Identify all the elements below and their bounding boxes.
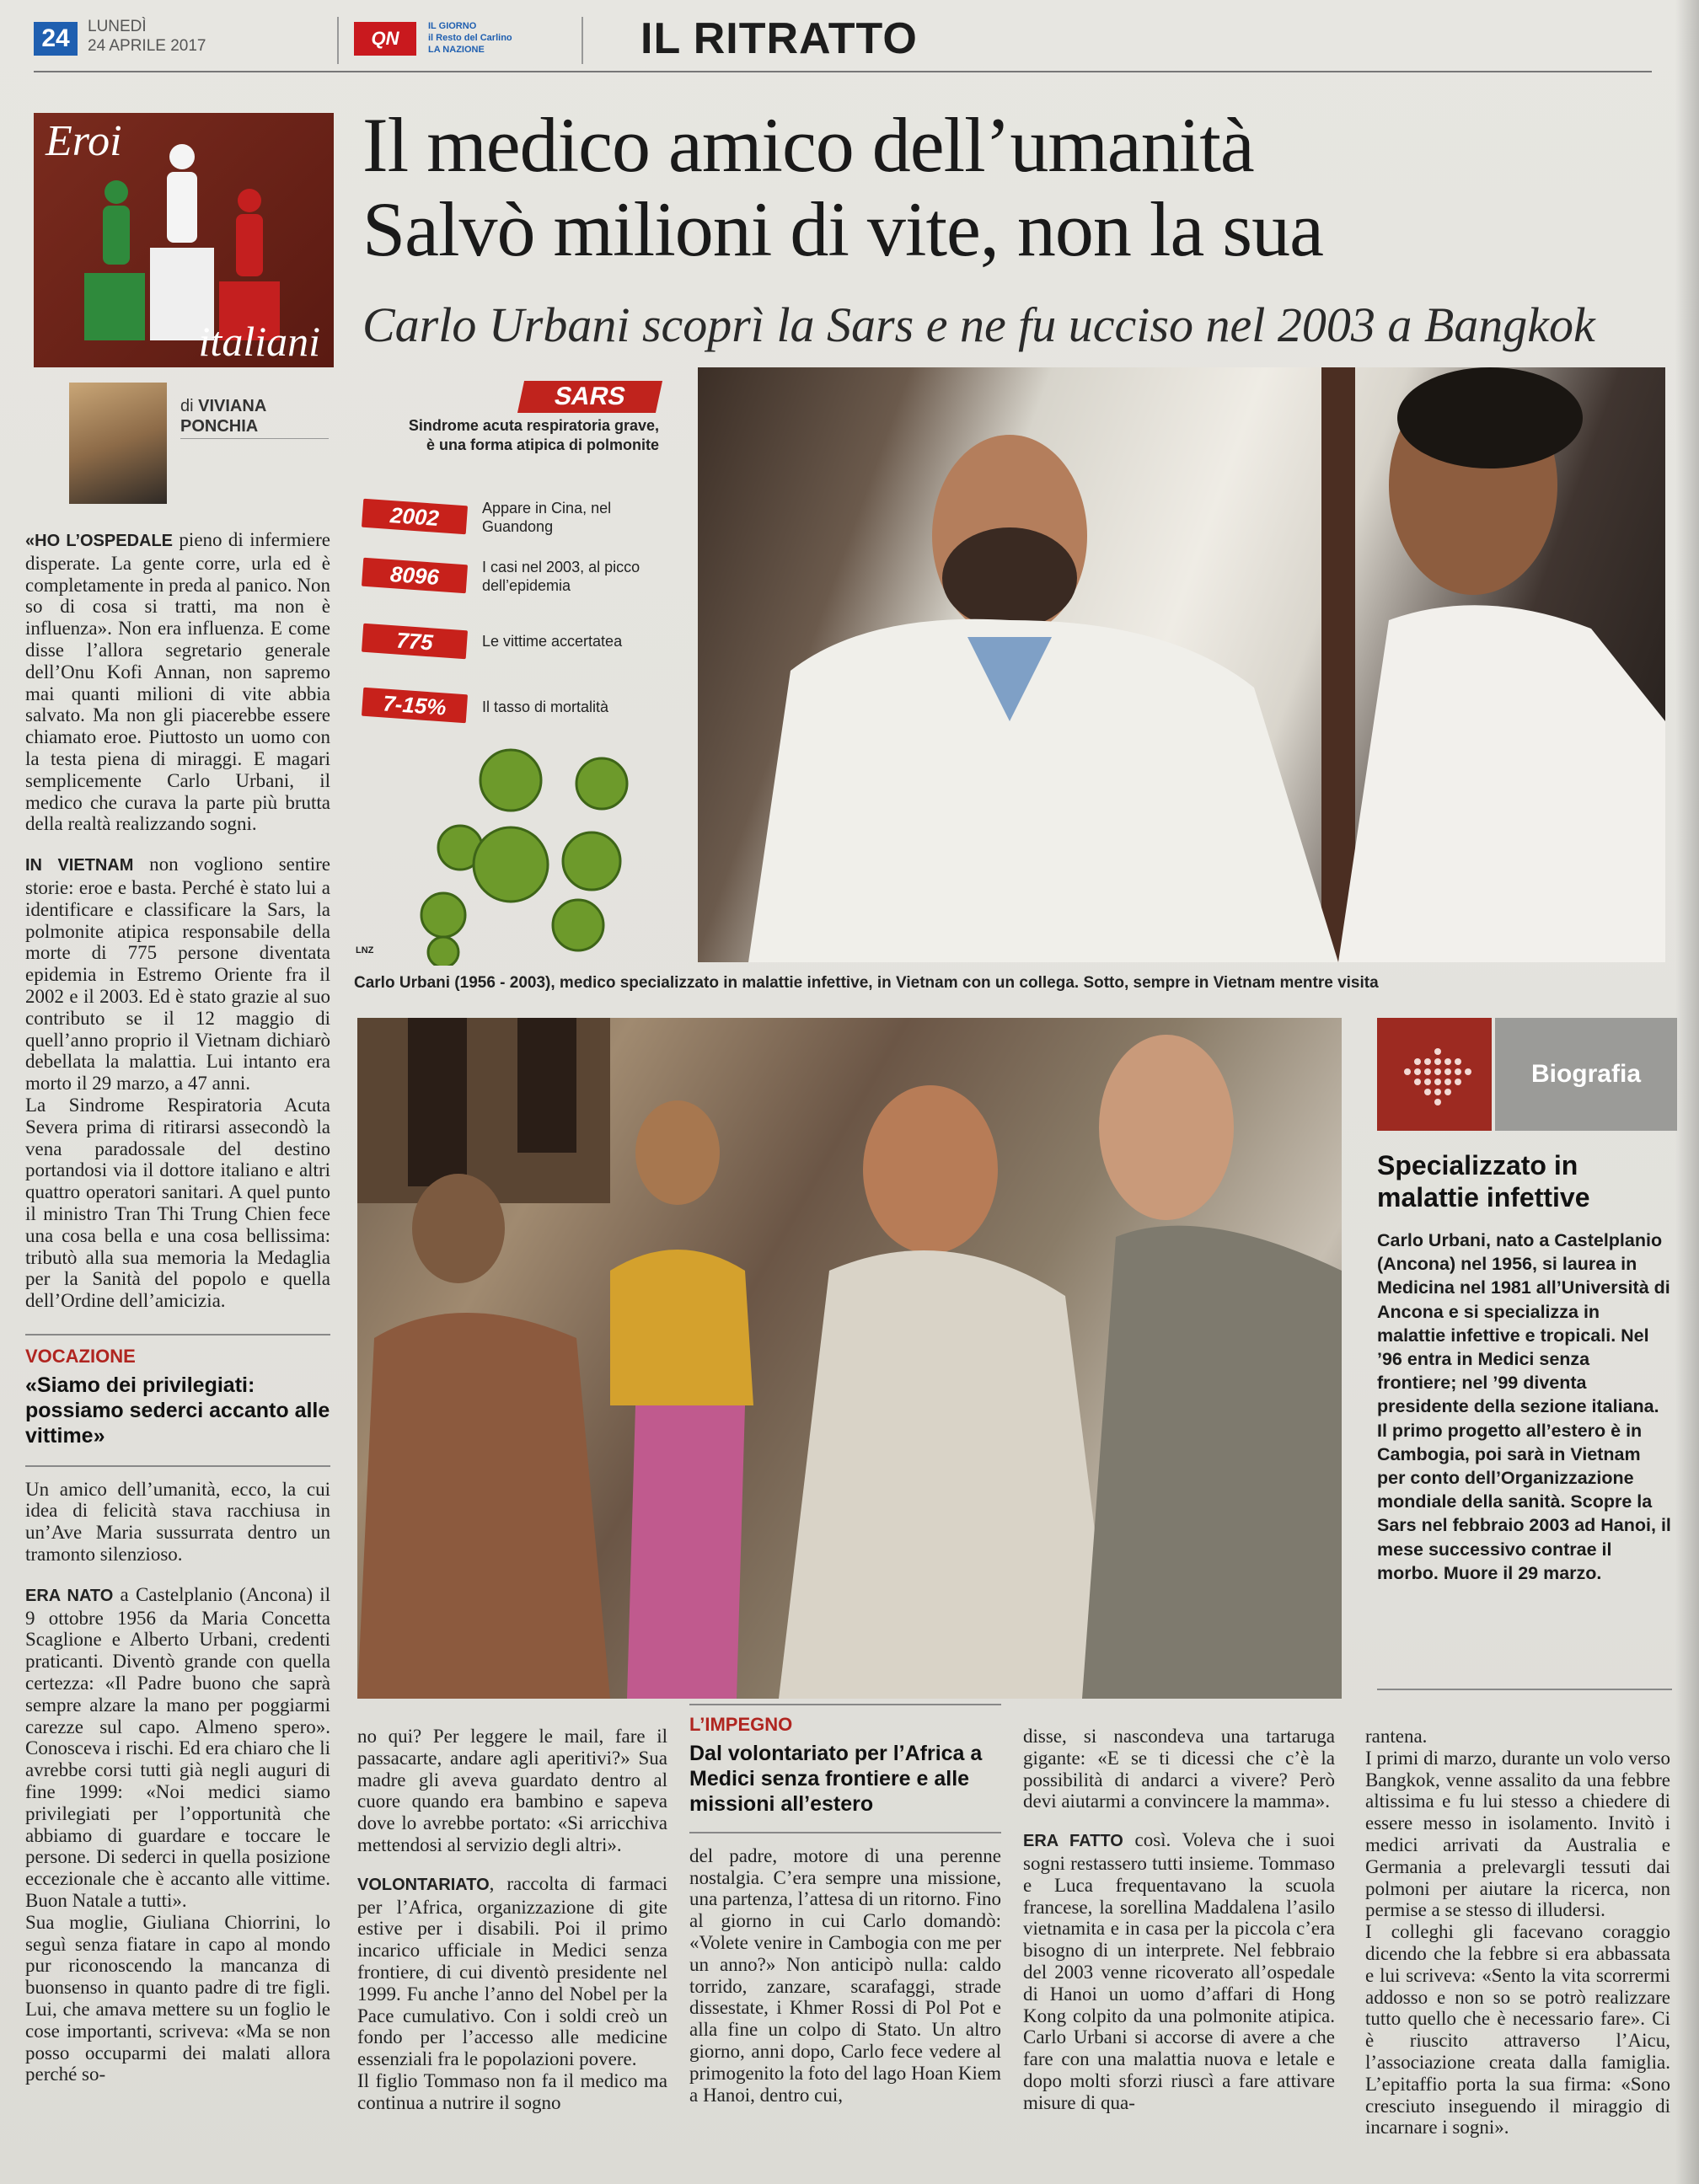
byline xyxy=(180,396,266,436)
illustration-credit: LNZ xyxy=(356,945,374,956)
date-full: 24 APRILE 2017 xyxy=(88,37,206,55)
fact-label: Il tasso di mortalità xyxy=(482,699,609,715)
paragraph-lead: ERA NATO xyxy=(25,1586,114,1605)
paragraph: Il figlio Tommaso non fa il medico ma continua a nutrire il sogno xyxy=(357,2069,667,2113)
qn-papers xyxy=(428,20,512,56)
paragraph-text: così. Voleva che i suoi sogni restassero tutti insieme. Tommaso e Luca frequentavano la scuola francese, la sorellina Maddalena l’asilo vietnamita e in casa per la piccola c’era bisogno di un interprete. Nel febbraio del 2003 venne ricoverato all’ospedale di Hanoi un uomo d’affari di Hong Kong colpito da una polmonite atipica. Carlo Urbani si accorse di avere a che fare con una malattia nuova e letale e dopo molti sforzi riuscì a fare attivare misure di qua- xyxy=(1023,1829,1335,2113)
biography-label: Biografia xyxy=(1495,1018,1677,1131)
paragraph xyxy=(25,529,330,835)
section-rule xyxy=(25,1465,330,1467)
paragraph xyxy=(357,1873,667,2070)
date-weekday: LUNEDÌ xyxy=(88,18,147,35)
fact-row xyxy=(362,497,683,538)
series-title-2: italiani xyxy=(198,318,320,365)
header-rule xyxy=(34,71,1652,72)
paragraph: Un amico dell’umanità, ecco, la cui idea di felicità stava racchiusa in un’Ave Maria sussurrata dentro un tramonto silenzioso. xyxy=(25,1478,330,1566)
article-column-2 xyxy=(357,1726,667,2114)
photo-caption: Carlo Urbani (1956 - 2003), medico specializzato in malattie infettive, in Vietnam con un collega. Sotto, sempre in Vietnam mentre visita xyxy=(354,974,1379,992)
fact-row xyxy=(362,686,683,726)
paragraph: del padre, motore di una perenne nostalgia. C’era sempre una missione, una partenza, l’attesa di un ritorno. Fino al giorno in cui Carlo domandò: «Volete venire in Cambogia con me per un anno?» Non anticipò nulla: caldo torrido, zanzare, scarafaggi, strade dissestate, i Khmer Rossi di Pol Pot e alla fine un colpo di Stato. Un altro giorno, anni dopo, Carlo fece vedere al primogenito la foto del lago Hoan Kiem a Hanoi, dentro cui, xyxy=(689,1844,1001,2106)
paragraph: no qui? Per leggere le mail, fare il passacarte, andare agli aperitivi?» Sua madre gli aveva guardato dentro al cuore quando era bambino e sapeva dove lo avrebbe portato: «Si arricchiva mettendosi al servizio degli altri». xyxy=(357,1726,667,1855)
dot-grid-icon xyxy=(1377,1018,1492,1131)
paragraph-lead: «HO L’OSPEDALE xyxy=(25,532,174,550)
sars-description: Sindrome acuta respiratoria grave, è una forma atipica di polmonite xyxy=(408,417,659,453)
paragraph-text: non vogliono sentire storie: eroe e basta. Perché è stato lui a identificare e classificare la Sars, la polmonite atipica responsabile della morte di 775 persone diventata epidemia in Estremo Oriente fra il 2002 e il 2003. Ed è stato grazie al suo contributo se il 12 maggio di quell’anno proprio il Vietnam dichiarò debellata la malattia. Lui intanto era morto il 29 marzo, a 47 anni. xyxy=(25,854,331,1095)
paragraph-text: , raccolta di farmaci per l’Africa, organizzazione di gite estive per i disabili. Poi il primo incarico ufficiale in Medici senza frontiere, di cui diventò presidente nel 1999. Fu anche l’anno del Nobel per la Pace cumulativo. Con i soldi creò un fondo per l’accesso alle medicine essenziali fra le popolazioni povere. xyxy=(357,1872,667,2070)
subheadline: Carlo Urbani scoprì la Sars e ne fu ucciso nel 2003 a Bangkok xyxy=(362,297,1595,352)
paragraph-lead: VOLONTARIATO xyxy=(357,1875,490,1894)
pull-quote: «Siamo dei privilegiati: possiamo sederci accanto alle vittime» xyxy=(25,1373,330,1448)
section-label: VOCAZIONE xyxy=(25,1345,136,1367)
series-title-1: Eroi xyxy=(46,117,122,165)
page-number: 24 xyxy=(34,22,78,56)
biography-text: Carlo Urbani, nato a Castelplanio (Ancona) nel 1956, si laurea in Medicina nel 1981 all’Università di Ancona e si specializza in malattie infettive e tropicali. Nel ’96 entra in Medici senza frontiere; nel ’99 diventa presidente della sezione italiana. Il primo progetto all’estero è in Cambogia, poi sarà in Vietnam per conto dell’Organizzazione mondiale della sanità. Scopre la Sars nel febbraio 2003 ad Hanoi, il mese successivo contrae il morbo. Muore il 29 marzo. xyxy=(1377,1230,1671,1583)
section-rule xyxy=(25,1334,330,1336)
paragraph-lead: ERA FATTO xyxy=(1023,1832,1123,1851)
author-last-name: PONCHIA xyxy=(180,417,259,436)
author-photo xyxy=(69,383,167,504)
section-rule xyxy=(689,1704,1001,1705)
paragraph: Sua moglie, Giuliana Chiorrini, lo seguì senza fiatare in capo al mondo pur riconoscendo la mancanza di buonsenso in quanto padre di tre figli. Lui, che amava mettere su un foglio le cose importanti, scriveva: «Ma se non posso occuparmi dei malati allora perché so- xyxy=(25,1911,330,2085)
section-rule xyxy=(689,1832,1001,1833)
fact-label: I casi nel 2003, al picco dell’epidemia xyxy=(482,559,640,594)
page-edge-shadow xyxy=(1675,0,1699,2184)
paragraph xyxy=(25,854,330,1095)
paper-name: il Resto del Carlino xyxy=(428,33,512,43)
paper-name: LA NAZIONE xyxy=(428,45,485,55)
paragraph: I colleghi gli facevano coraggio dicendo che la febbre si era abbassata e lui scriveva: «Sento la vita scorrermi addosso e non so se potrò realizzare tutto quello che è necessario fare». Ci è riuscito attraverso l’Aicu, l’associazione creata dalla famiglia. L’epitaffio porta la sua firma: «Sono cresciuto inseguendo il miraggio di incarnare i sogni». xyxy=(1365,1921,1670,2138)
photo-urbani-colleague xyxy=(698,367,1665,962)
paragraph-text: a Castelplanio (Ancona) il 9 ottobre 1956 da Maria Concetta Scaglione e Alberto Urbani, credenti praticanti. Diventò grande con quella certezza: «Il Padre buono che saprà sempre alzare la mano per poggiarmi carezze sul capo. Almeno spero». Conosceva i rischi. Ed era chiaro che li avrebbe corsi tutti già negli auguri di fine 1999: «Noi medici siamo privilegiati per l’opportunità che abbiamo di guardare e toccare le persone. Di sederci in quella posizione eccezionale che è accanto alle vittime. Buon Natale a tutti». xyxy=(25,1583,331,1912)
headline-line-1: Il medico amico dell’umanità xyxy=(362,102,1254,188)
fact-label: Le vittime accertatea xyxy=(482,633,623,650)
headline xyxy=(362,103,1323,271)
photo-people-icon xyxy=(357,1018,1342,1699)
article-column-5 xyxy=(1365,1726,1670,2138)
issue-date xyxy=(88,17,206,56)
fact-value: 8096 xyxy=(362,558,468,594)
fact-value: 775 xyxy=(362,624,468,660)
paragraph xyxy=(1023,1829,1335,2113)
fact-row xyxy=(362,556,683,597)
paragraph: I primi di marzo, durante un volo verso Bangkok, venne assalito da una febbre altissima e fu lui stesso a chiedere di essere messo in isolamento. Invitò i medici arrivati da Australia e Germania a prelevargli tessuti dai polmoni per aiutare la ricerca, non permise a se stesso di illudersi. xyxy=(1365,1747,1670,1921)
paragraph: rantena. xyxy=(1365,1726,1428,1747)
biography-rule xyxy=(1377,1689,1672,1690)
photo-people-icon xyxy=(698,367,1665,962)
article-column-3 xyxy=(689,1704,1001,2106)
byline-prefix: di xyxy=(180,397,194,415)
biography-icon xyxy=(1377,1018,1492,1131)
header-divider xyxy=(582,17,583,64)
paragraph-text: pieno di infermiere disperate. La gente corre, urla ed è completamente in preda al panico. Non so di cosa si tratti, ma non è influenza». Non era influenza. E come disse l’allora segretario generale dell’Onu Kofi Annan, non sapremo mai quanti milioni di vite abbia salvato. Ma non gli piacerebbe essere chiamato eroe. Piuttosto un uomo con la testa piena di miraggi. E magari semplicemente Carlo Urbani, il medico che curava la parte più brutta della realtà realizzando sogni. xyxy=(25,529,331,835)
pull-quote: Dal volontariato per l’Africa a Medici senza frontiere e alle missioni all’estero xyxy=(689,1741,983,1816)
qn-logo: QN xyxy=(354,22,416,56)
series-logo xyxy=(34,113,334,367)
paragraph: La Sindrome Respiratoria Acuta Severa prima di ritirarsi assecondò la vena paradossale del destino portandosi via il dottore italiano e altri quattro operatori sanitari. A quel punto il ministro Tran Thi Trung Chien fece una cosa bella e una cosa bellissima: tributò alla sua memoria la Medaglia per la Sanità del popolo e quella dell’Ordine dell’amicizia. xyxy=(25,1094,330,1312)
section-title: IL RITRATTO xyxy=(640,14,918,63)
paragraph xyxy=(25,1584,330,1912)
headline-line-2: Salvò milioni di vite, non la sua xyxy=(362,186,1323,272)
author-first-name: VIVIANA xyxy=(198,397,267,415)
article-column-1 xyxy=(25,529,330,2085)
article-column-4 xyxy=(1023,1726,1335,2114)
fact-value: 7-15% xyxy=(362,688,468,724)
fact-row xyxy=(362,622,683,662)
biography-headline: Specializzato in malattie infettive xyxy=(1377,1150,1590,1212)
fact-label: Appare in Cina, nel Guandong xyxy=(482,500,612,535)
header-divider xyxy=(337,17,339,64)
virus-illustration-icon xyxy=(410,747,654,966)
photo-urbani-visit xyxy=(357,1018,1342,1699)
paper-name: IL GIORNO xyxy=(428,21,477,31)
byline-rule xyxy=(180,438,329,439)
paragraph: disse, si nascondeva una tartaruga gigante: «E se ti dicessi che c’è la possibilità di andarci a vivere? Però devi aiutarmi a convincere la mamma». xyxy=(1023,1726,1335,1812)
sars-label: SARS xyxy=(517,381,662,413)
section-label: L’IMPEGNO xyxy=(689,1714,793,1735)
paragraph-lead: IN VIETNAM xyxy=(25,856,134,875)
fact-value: 2002 xyxy=(362,499,468,535)
